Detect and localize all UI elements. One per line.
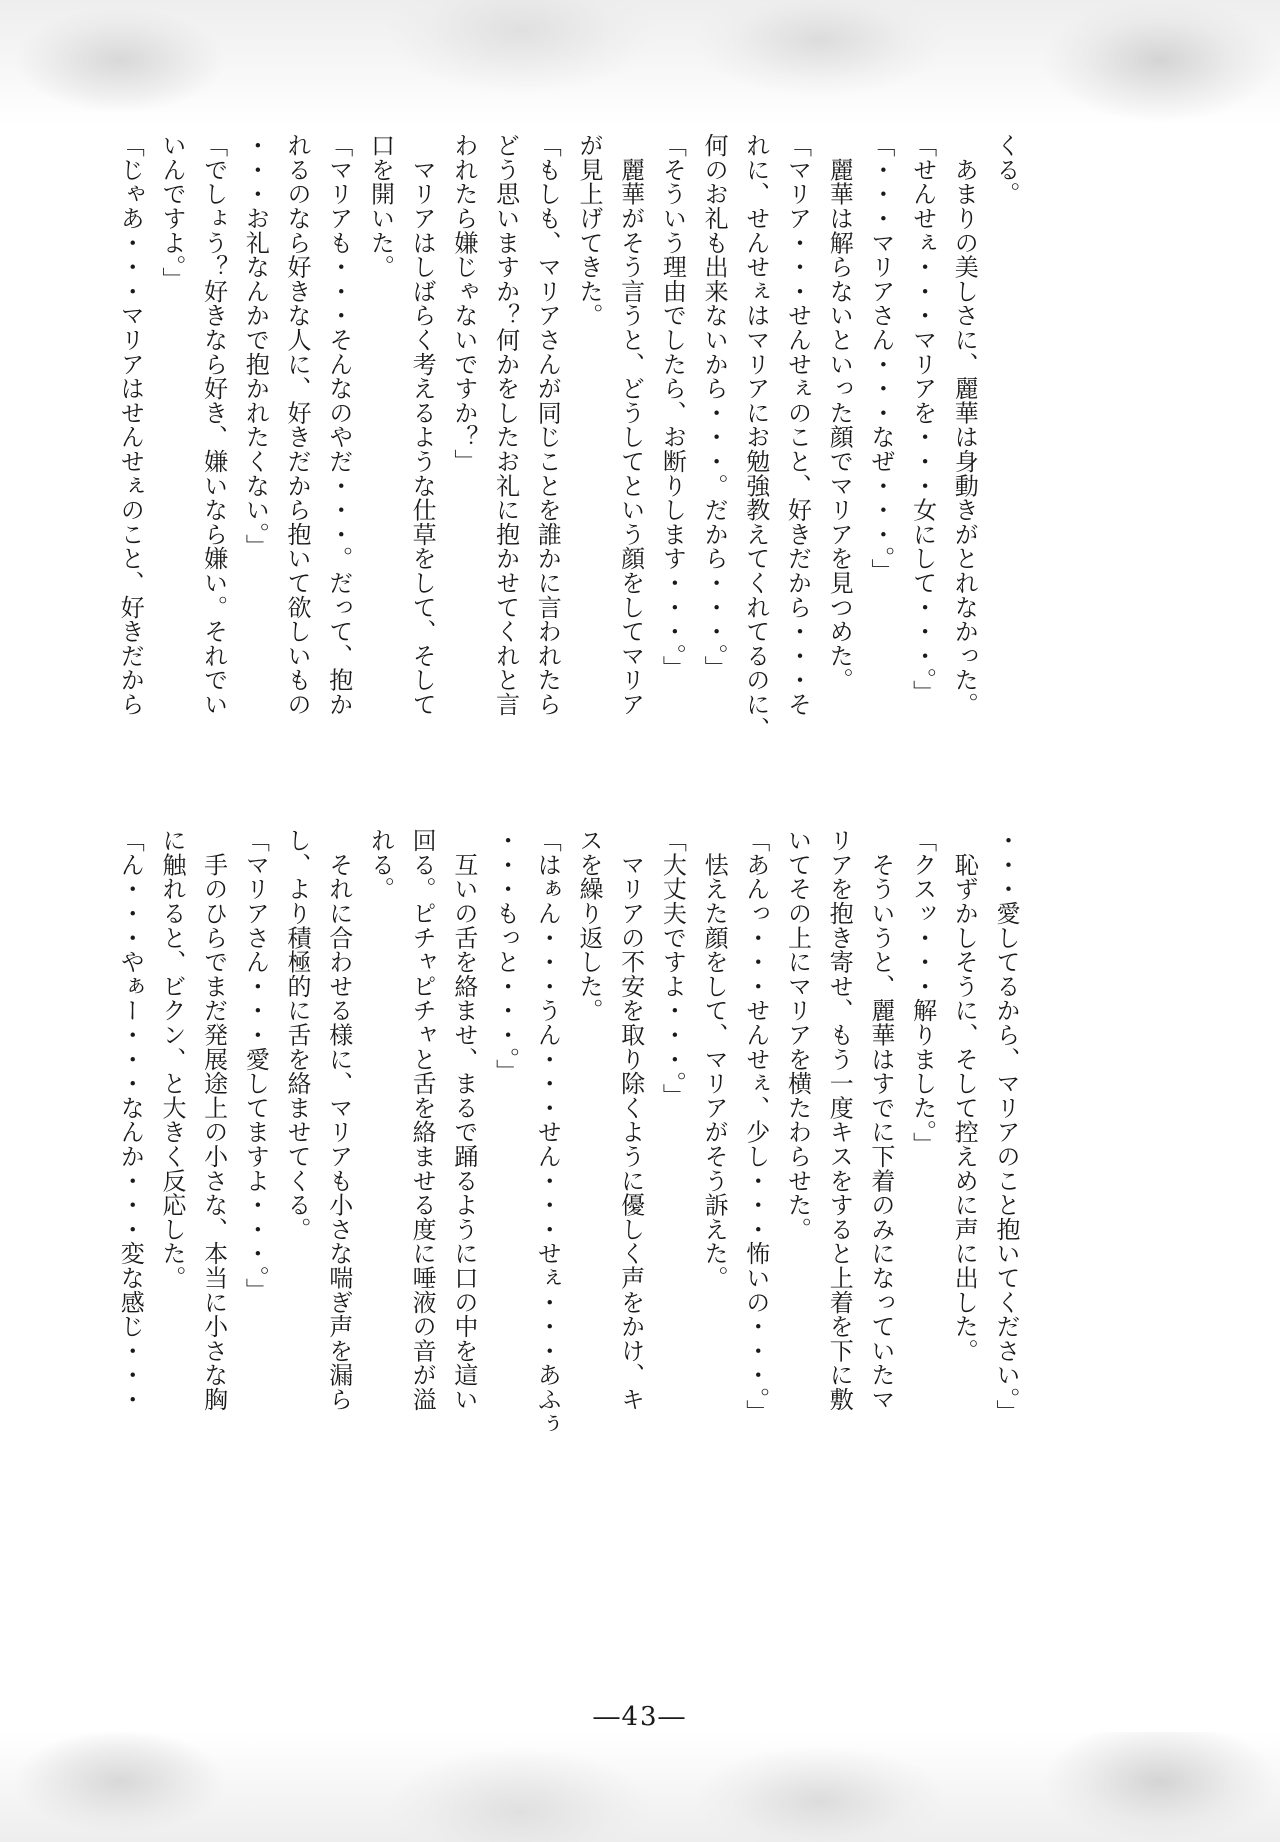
- text-column: 「でしょう？好きなら好き、嫌いなら嫌い。それでい: [199, 133, 228, 717]
- text-column: いてその上にマリアを横たわらせた。: [783, 828, 812, 1242]
- text-column: そういうと、麗華はすでに下着のみになっていたマ: [866, 828, 895, 1412]
- text-column: 手のひらでまだ発展途上の小さな、本当に小さな胸: [199, 828, 228, 1412]
- text-column: 「大丈夫ですよ・・・。」: [658, 828, 687, 1108]
- text-column: 「そういう理由でしたら、お断りします・・・。」: [658, 133, 687, 680]
- text-column: 「せんせぇ・・・マリアを・・・女にして・・・。」: [908, 133, 937, 705]
- text-column: ・・・愛してるから、マリアのこと抱いてください。」: [992, 828, 1020, 1424]
- text-column: し、より積極的に舌を絡ませてくる。: [283, 828, 312, 1242]
- text-column: 「・・・マリアさん・・・なぜ・・・。」: [866, 133, 895, 583]
- text-column: 「マリア・・・せんせぇのこと、好きだから・・・そ: [783, 133, 812, 717]
- lace-border-top: [0, 0, 1280, 125]
- text-column: 麗華は解らないといった顔でマリアを見つめた。: [825, 133, 854, 692]
- text-column: スを繰り返した。: [574, 828, 603, 1023]
- text-column: くる。: [992, 133, 1020, 206]
- text-column: 怯えた顔をして、マリアがそう訴えた。: [700, 828, 729, 1290]
- text-column: れに、せんせぇはマリアにお勉強教えてくれてるのに、: [741, 133, 770, 741]
- text-column: 「クスッ・・・解りました。」: [908, 828, 937, 1157]
- text-column: 口を開いた。: [366, 133, 395, 279]
- text-column: 「マリアさん・・・愛してますよ・・・。」: [241, 828, 270, 1302]
- text-column: あまりの美しさに、麗華は身動きがとれなかった。: [950, 133, 979, 717]
- text-column: ・・・もっと・・・。」: [491, 828, 520, 1084]
- text-column: マリアはしばらく考えるような仕草をして、そして: [408, 133, 437, 717]
- text-column: いんですよ。」: [157, 133, 186, 292]
- text-column: 恥ずかしそうに、そして控えめに声に出した。: [950, 828, 979, 1363]
- page-number: ―43―: [593, 1702, 687, 1732]
- text-column: 回る。ピチャピチャと舌を絡ませる度に唾液の音が溢: [408, 828, 437, 1412]
- text-column: 「はぁん・・・うん・・・せん・・・せぇ・・・あふぅ: [533, 828, 562, 1436]
- text-column: れるのなら好きな人に、好きだから抱いて欲しいもの: [283, 133, 312, 717]
- lace-border-bottom: [0, 1732, 1280, 1842]
- text-column: が見上げてきた。: [574, 133, 603, 328]
- text-block-top: [109, 133, 1026, 741]
- text-column: 「じゃあ・・・マリアはせんせぇのこと、好きだから: [116, 133, 145, 717]
- text-column: 「ん・・・やぁー・・・なんか・・・変な感じ・・・: [116, 828, 145, 1412]
- text-column: マリアの不安を取り除くように優しく声をかけ、キ: [616, 828, 645, 1412]
- text-column: 麗華がそう言うと、どうしてという顔をしてマリア: [616, 133, 645, 717]
- text-column: 互いの舌を絡ませ、まるで踊るように口の中を這い: [449, 828, 478, 1412]
- text-column: どう思いますか？何かをしたお礼に抱かせてくれと言: [491, 133, 520, 717]
- text-column: リアを抱き寄せ、もう一度キスをすると上着を下に敷: [825, 828, 854, 1412]
- text-column: 「もしも、マリアさんが同じことを誰かに言われたら: [533, 133, 562, 717]
- text-block-bottom: [109, 828, 1026, 1468]
- text-column: れる。: [366, 828, 395, 901]
- text-column: われたら嫌じゃないですか？」: [449, 133, 478, 474]
- text-column: に触れると、ビクン、と大きく反応した。: [157, 828, 186, 1290]
- text-column: 「マリアも・・・そんなのやだ・・・。だって、抱か: [324, 133, 353, 717]
- text-column: 何のお礼も出来ないから・・・。だから・・・。」: [700, 133, 729, 680]
- text-column: それに合わせる様に、マリアも小さな喘ぎ声を漏ら: [324, 828, 353, 1412]
- text-column: ・・・お礼なんかで抱かれたくない。」: [241, 133, 270, 559]
- text-column: 「あんっ・・・せんせぇ、少し・・・怖いの・・・。」: [741, 828, 770, 1424]
